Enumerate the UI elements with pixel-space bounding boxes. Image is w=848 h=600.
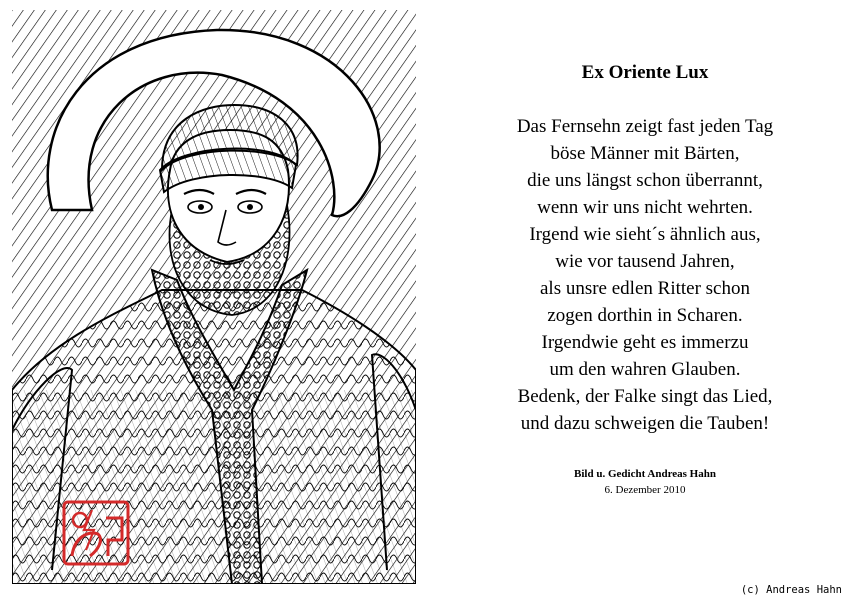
portrait-drawing [12,10,416,584]
poem-line: wenn wir uns nicht wehrten. [537,197,753,218]
credit-block [440,466,848,498]
poem-line: und dazu schweigen die Tauben! [520,413,770,434]
poem-title: Ex Oriente Lux [581,62,709,83]
poem-body [440,113,848,437]
poem-line: Bedenk, der Falke singt das Lied, [517,386,773,407]
poem-line: als unsre edlen Ritter schon [539,278,750,299]
poem-line: böse Männer mit Bärten, [550,143,740,164]
ink-illustration [12,10,416,584]
poem-line: die uns längst schon überrannt, [527,170,763,191]
copyright-notice: (c) Andreas Hahn [740,584,842,596]
poem-line: wie vor tausend Jahren, [555,251,735,272]
poem-line: um den wahren Glauben. [549,359,741,380]
poem-date: 6. Dezember 2010 [604,484,686,496]
poem-line: Irgend wie sieht´s ähnlich aus, [529,224,761,245]
poem-line: Irgendwie geht es immerzu [541,332,749,353]
author-credit: Bild u. Gedicht Andreas Hahn [574,468,716,480]
poem-line: zogen dorthin in Scharen. [547,305,743,326]
poem-line: Das Fernsehn zeigt fast jeden Tag [516,116,774,137]
poem-panel [440,60,848,498]
